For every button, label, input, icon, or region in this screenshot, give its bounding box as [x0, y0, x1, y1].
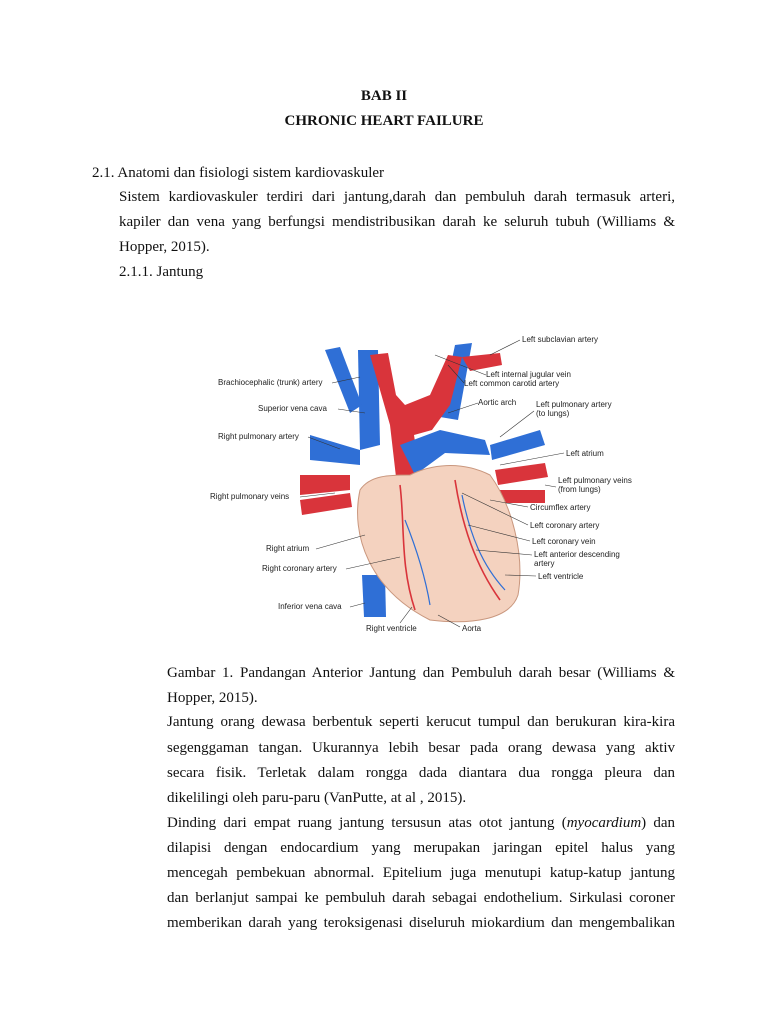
- label-superior-vena-cava: Superior vena cava: [258, 404, 327, 413]
- label-from-lungs: (from lungs): [558, 485, 601, 494]
- para3-line1-post: ) dan: [641, 815, 676, 831]
- para3-line1: [167, 815, 675, 832]
- subsection-heading: 2.1.1. Jantung: [119, 264, 204, 280]
- label-left-pulmonary-artery: Left pulmonary artery: [536, 400, 612, 409]
- para3-line5: memberikan darah yang teroksigenasi diseluruh miokardium dan mengembalikan: [167, 915, 675, 931]
- label-aortic-arch: Aortic arch: [478, 398, 517, 407]
- label-right-coronary-artery: Right coronary artery: [262, 564, 337, 573]
- para1-line1: Sistem kardiovaskuler terdiri dari jantung,darah dan pembuluh darah termasuk arteri,: [119, 189, 675, 205]
- para2-line3: secara fisik. Terletak dalam rongga dada diantara dua rongga pleura dan: [167, 765, 675, 781]
- para2-line2: segenggaman tangan. Ukurannya lebih besar pada orang dewasa yang aktiv: [167, 740, 675, 756]
- label-circumflex-artery: Circumflex artery: [530, 503, 591, 512]
- label-left-ventricle: Left ventricle: [538, 572, 584, 581]
- label-left-coronary-artery: Left coronary artery: [530, 521, 600, 530]
- para2-line1: Jantung orang dewasa berbentuk seperti kerucut tumpul dan berukuran kira-kira: [167, 714, 675, 730]
- label-inferior-vena-cava: Inferior vena cava: [278, 602, 342, 611]
- section-heading: 2.1. Anatomi dan fisiologi sistem kardiovaskuler: [92, 165, 385, 181]
- chapter-number: BAB II: [360, 88, 408, 104]
- label-right-pulmonary-veins: Right pulmonary veins: [210, 492, 290, 501]
- label-left-subclavian: Left subclavian artery: [522, 335, 599, 344]
- para3-line2: dilapisi dengan endocardium yang merupakan jaringan epitel halus yang: [167, 840, 675, 856]
- para1-line3: Hopper, 2015).: [119, 239, 210, 255]
- label-left-common-carotid: Left common carotid artery: [464, 379, 560, 388]
- para3-myocardium: myocardium: [566, 815, 642, 831]
- label-brachiocephalic: Brachiocephalic (trunk) artery: [218, 378, 323, 387]
- label-to-lungs: (to lungs): [536, 409, 570, 418]
- para3-line3: mencegah pembekuan abnormal. Epitelium juga menutupi katup-katup jantung: [167, 865, 675, 881]
- label-aorta: Aorta: [462, 624, 482, 633]
- label-lad-artery: artery: [534, 559, 555, 568]
- label-left-internal-jugular: Left internal jugular vein: [486, 370, 571, 379]
- para1-line2: kapiler dan vena yang berfungsi mendistribusikan darah ke seluruh tubuh (Williams &: [119, 214, 675, 230]
- label-right-atrium: Right atrium: [266, 544, 310, 553]
- caption-line2: Hopper, 2015).: [167, 690, 258, 706]
- label-left-atrium: Left atrium: [566, 449, 604, 458]
- caption-line1: Gambar 1. Pandangan Anterior Jantung dan Pembuluh darah besar (Williams &: [167, 665, 675, 681]
- label-right-ventricle: Right ventricle: [366, 624, 417, 633]
- para2-line4: dikelilingi oleh paru-paru (VanPutte, at al , 2015).: [167, 790, 467, 806]
- para3-line4: dan berlanjut sampai ke pembuluh darah sebagai endothelium. Sirkulasi coroner: [167, 890, 675, 906]
- label-right-pulmonary-artery: Right pulmonary artery: [218, 432, 299, 441]
- label-left-coronary-vein: Left coronary vein: [532, 537, 596, 546]
- chapter-title: CHRONIC HEART FAILURE: [284, 113, 484, 129]
- para3-line1-pre: Dinding dari empat ruang jantung tersusun atas otot jantung (: [167, 815, 567, 831]
- label-left-pulmonary-veins: Left pulmonary veins: [558, 476, 632, 485]
- label-lad: Left anterior descending: [534, 550, 620, 559]
- heart-anatomy-figure: [200, 325, 640, 645]
